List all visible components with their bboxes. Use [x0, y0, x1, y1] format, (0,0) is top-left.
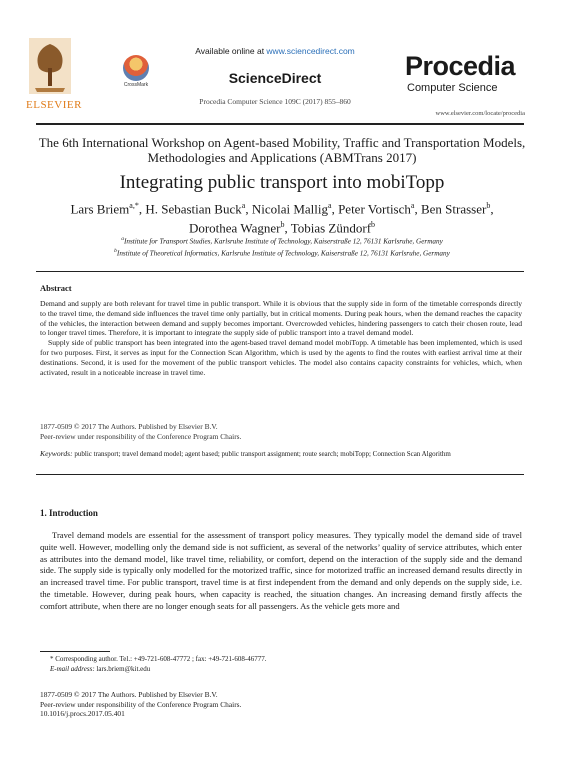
email-address[interactable]: lars.briem@kit.edu — [94, 664, 151, 673]
abstract-bottom-divider — [36, 474, 524, 475]
author-name: Lars Briem — [70, 201, 130, 217]
affiliation-a — [36, 234, 528, 246]
available-online — [160, 46, 390, 56]
author-name: H. Sebastian Buck — [145, 201, 242, 217]
author-list: Lars Briem$^{a,*}$, H. Sebastian Buck$^a$, Nicolai Mallig$^a$, Peter Vortisch$^a$, Ben Strasser$^b$, Dorothea Wagner$^b$, Tobias Zündorf$^b$ — [70, 201, 494, 236]
author-name: Ben Strasser — [420, 201, 487, 217]
author-sup: b — [486, 201, 491, 210]
footnote-divider — [40, 651, 110, 652]
affiliation-b-sup: b — [114, 248, 117, 255]
doi[interactable]: 10.1016/j.procs.2017.05.401 — [40, 709, 125, 718]
copyright-line: 1877-0509 © 2017 The Authors. Published by Elsevier B.V. — [40, 422, 218, 431]
introduction-paragraph: Travel demand models are essential for the assessment of transport policy measures. They typically model the demand side of travel quite well. However, modelling only the demand side is not sufficient, as several of the networks’ quality of service attributes, which enter as attributes into the demand model, like travel time, reliability, or comfort, depend on the interaction of the supply side and the demand side. The supply side is typically only modelled for the motorized traffic, since for motorized traffic an increased demand results directly in an increased travel time. For public transport, travel time is at first independent from the demand and only depends on the supply side, i.e. the timetable. However, during peak hours, when capacity is reached, the situation changes. An increasing demand firstly affects the comfort attribute, when there are no longer enough seats for all passengers. As the vehicle gets more and — [40, 530, 522, 611]
footnote-star: * — [50, 655, 54, 663]
header-divider — [36, 123, 524, 125]
author-name: Peter Vortisch — [338, 201, 411, 217]
author-name: Tobias Zündorf — [290, 220, 372, 236]
keywords-label: Keywords: — [40, 449, 73, 458]
author-sup: a — [410, 201, 415, 210]
elsevier-logo — [26, 38, 82, 111]
procedia-url[interactable]: www.elsevier.com/locate/procedia — [435, 110, 525, 117]
footnote — [40, 655, 522, 674]
conference-name: The 6th International Workshop on Agent-based Mobility, Traffic and Transportation Models, Methodologies and Applications (ABMTrans 2017) — [38, 135, 526, 165]
bottom-peer-review: Peer-review under responsibility of the Conference Program Chairs. — [40, 699, 242, 709]
crossmark-label: CrossMark — [123, 82, 149, 88]
sciencedirect-link[interactable]: www.sciencedirect.com — [266, 46, 355, 56]
copyright-notice — [40, 422, 522, 441]
corresponding-text: Corresponding author. Tel.: +49-721-608-47772 ; fax: +49-721-608-46777. — [53, 655, 267, 663]
abstract-top-divider — [36, 271, 524, 272]
sciencedirect-title: ScienceDirect — [228, 70, 322, 86]
author-name: Nicolai Mallig — [251, 201, 328, 217]
procedia-logo — [405, 52, 523, 94]
available-prefix: Available online at — [195, 46, 267, 56]
email-line — [40, 665, 522, 675]
bottom-copyright: 1877-0509 © 2017 The Authors. Published by Elsevier B.V. — [40, 690, 218, 699]
affiliation-a-sup: a — [121, 236, 124, 242]
author-sup: b — [371, 220, 376, 230]
crossmark-icon — [123, 55, 149, 81]
affiliation-a-text: Institute for Transport Studies, Karlsruhe Institute of Technology, Kaiserstraße 12, 76131 Karlsruhe, Germany — [123, 237, 443, 246]
procedia-title: Procedia — [405, 51, 516, 81]
keywords — [40, 449, 522, 459]
abstract-paragraph: Demand and supply are both relevant for travel time in public transport. While it is obvious that the supply side in form of the timetable corresponds directly to the travel time, the demand side influences the travel time only partially, but in critical moments. During peak hours, when the demand reaches the capacity of the vehicles, the interaction between demand and supply becomes important. Overcrowded vehicles, hindering passengers to catch their chosen route, lead to longer travel times. Therefore, it is important to integrate the supply side of public transport into a travel demand model. — [40, 299, 522, 338]
author-sup: a,* — [129, 201, 139, 210]
bottom-matter — [40, 690, 522, 719]
crossmark-badge[interactable] — [118, 55, 154, 88]
peer-review-line: Peer-review under responsibility of the Conference Program Chairs. — [40, 431, 242, 441]
abstract-paragraph: Supply side of public transport has been integrated into the agent-based travel demand model mobiTopp. A timetable has been implemented, which is used for two purposes. First, it serves as input for the Connection Scan Algorithm, which is used by the agents to find the routes with earliest arrival time at their destinations. Second, it is used for the movement of the public transport vehicles. The model also contains capacity constraints for vehicles, which, when activated, result in a noticeable increase in travel time. — [40, 338, 522, 377]
elsevier-wordmark: ELSEVIER — [26, 99, 82, 111]
author-sup: b — [280, 220, 285, 230]
procedia-subtitle: Computer Science — [407, 82, 498, 94]
affiliations — [36, 234, 528, 259]
paper-title: Integrating public transport into mobiTopp — [119, 172, 445, 193]
affiliation-b-text: Institute of Theoretical Informatics, Karlsruhe Institute of Technology, Kaiserstraße 12, 76131 Karlsruhe, Germany — [116, 249, 450, 258]
journal-reference: Procedia Computer Science 109C (2017) 855–860 — [199, 97, 351, 106]
corresponding-author — [40, 655, 522, 665]
abstract-body — [40, 299, 522, 377]
section-heading-introduction: 1. Introduction — [40, 508, 98, 518]
email-label: E-mail address: — [50, 664, 95, 673]
keywords-text: public transport; travel demand model; agent based; public transport assignment; route search; mobiTopp; Connection Scan Algorithm — [72, 450, 451, 458]
author-name: Dorothea Wagner — [188, 220, 281, 236]
elsevier-tree-icon — [29, 38, 71, 94]
abstract-heading: Abstract — [40, 283, 72, 293]
author-sup: a — [241, 201, 246, 210]
author-sup: a — [328, 201, 332, 210]
affiliation-b — [36, 246, 528, 258]
